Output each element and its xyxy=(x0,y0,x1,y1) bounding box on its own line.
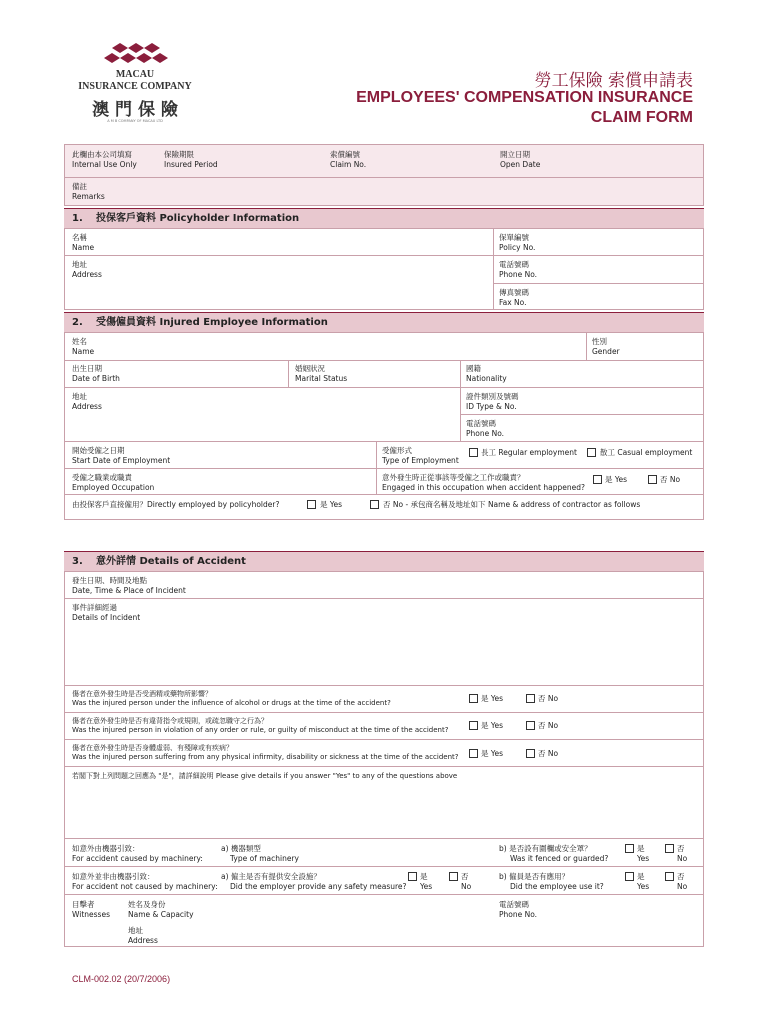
casual-checkbox[interactable] xyxy=(587,448,596,457)
ph-name-field[interactable]: 名稱 Name xyxy=(72,233,95,252)
ph-fax-field[interactable]: 傳真號碼 Fax No. xyxy=(499,288,529,307)
casual-label: 散工 Casual employment xyxy=(600,448,693,457)
section-3-header: 3. 意外詳情 Details of Accident xyxy=(64,551,704,571)
section-3-title: 意外詳情 Details of Accident xyxy=(96,556,246,567)
ph-phone-field[interactable]: 電話號碼 Phone No. xyxy=(499,260,538,279)
date-place-field[interactable]: 發生日期、時間及地點 Date, Time & Place of Incident xyxy=(72,576,186,595)
q3-no-checkbox[interactable] xyxy=(526,749,535,758)
witness-name-field[interactable]: 姓名及身份 Name & Capacity xyxy=(128,900,194,919)
occupation-field[interactable]: 受僱之職業或職責 Employed Occupation xyxy=(72,473,155,492)
q3-yes-checkbox[interactable] xyxy=(469,749,478,758)
please-explain-field[interactable]: 若閣下對上列問題之回應為 "是"，請詳細說明 Please give details if you answer "Yes" to any of the questions above xyxy=(72,772,458,780)
safety-yes-label: 是 Yes xyxy=(420,872,433,891)
incident-details-field[interactable]: 事件詳細經過 Details of Incident xyxy=(72,603,141,622)
emp-marital-field[interactable]: 婚姻狀況 Marital Status xyxy=(295,364,348,383)
q3-text: 傷者在意外發生時是否身體虛弱、有殘障或有疾病？ Was the injured person suffering from any physical infirmity, disability or sickness at the time of the accident? xyxy=(72,744,459,761)
title-chinese: 勞工保險 索償申請表 xyxy=(534,71,693,91)
q2-no-checkbox[interactable] xyxy=(526,721,535,730)
form-code: CLM-002.02 (20/7/2006) xyxy=(72,974,171,984)
machinery-label: 如意外由機器引致： For accident caused by machinery: xyxy=(72,844,203,863)
section-2-title: 受傷僱員資料 Injured Employee Information xyxy=(96,317,328,328)
logo-line2: INSURANCE COMPANY xyxy=(78,81,192,92)
internal-label: 此欄由本公司填寫 Internal Use Only xyxy=(72,150,137,169)
emp-address-field[interactable]: 地址 Address xyxy=(72,392,102,411)
remarks-field[interactable]: 備註 Remarks xyxy=(72,182,105,201)
engaged-yes-checkbox[interactable] xyxy=(593,475,602,484)
office-use-box xyxy=(64,144,704,206)
safety-no-checkbox[interactable] xyxy=(449,872,458,881)
company-logo xyxy=(72,38,202,128)
logo-chinese: 澳 門 保 險 xyxy=(92,100,178,120)
start-date-field[interactable]: 開始受僱之日期 Start Date of Employment xyxy=(72,446,171,465)
q2-yes-label: 是 Yes xyxy=(481,721,503,730)
section-1-box xyxy=(64,228,704,310)
employment-type-label: 受僱形式 Type of Employment xyxy=(382,446,459,465)
q1-no-checkbox[interactable] xyxy=(526,694,535,703)
direct-no-checkbox[interactable] xyxy=(370,500,379,509)
safety-no-label: 否 No xyxy=(461,872,472,891)
used-no-label: 否 No xyxy=(677,872,688,891)
q2-text: 傷者在意外發生時是否有違背指令或規則，或疏忽職守之行為？ Was the injured person in violation of any order or rule, or guilty of misconduct at the time of the accident? xyxy=(72,717,449,734)
logo-line1: MACAU xyxy=(115,69,155,80)
emp-phone-field[interactable]: 電話號碼 Phone No. xyxy=(466,419,505,438)
q1-text: 傷者在意外發生時是否受酒精或藥物所影響？ Was the injured person under the influence of alcohol or drugs at the time of the accident? xyxy=(72,690,391,707)
regular-checkbox[interactable] xyxy=(469,448,478,457)
direct-question: 由投保客戶直接僱用？Directly employed by policyholder? xyxy=(72,500,280,509)
direct-yes-label: 是 Yes xyxy=(320,500,342,509)
engaged-question: 意外發生時正從事該等受僱之工作或職責？ Engaged in this occupation when accident happened? xyxy=(382,473,585,492)
title-line1: EMPLOYEES' COMPENSATION INSURANCE xyxy=(356,89,693,106)
emp-name-field[interactable]: 姓名 Name xyxy=(72,337,95,356)
fenced-no-label: 否 No xyxy=(677,844,688,863)
insured-period-field[interactable]: 保險期限 Insured Period xyxy=(164,150,218,169)
regular-label: 長工 Regular employment xyxy=(481,448,577,457)
logo-tiny: A M B COMPANY OF MACAU LTD xyxy=(107,119,163,123)
fenced-question: b) 是否設有圍欄或安全罩？ Was it fenced or guarded? xyxy=(499,844,609,863)
section-2-header: 2. 受傷僱員資料 Injured Employee Information xyxy=(64,312,704,332)
q3-yes-label: 是 Yes xyxy=(481,749,503,758)
used-no-checkbox[interactable] xyxy=(665,872,674,881)
engaged-yes-label: 是 Yes xyxy=(605,475,627,484)
fenced-yes-checkbox[interactable] xyxy=(625,844,634,853)
witness-address-field[interactable]: 地址 Address xyxy=(128,926,158,945)
non-machinery-label: 如意外並非由機器引致： For accident not caused by machinery: xyxy=(72,872,218,891)
engaged-no-checkbox[interactable] xyxy=(648,475,657,484)
emp-gender-field[interactable]: 性別 Gender xyxy=(592,337,620,356)
direct-no-label: 否 No - 承包商名稱及地址如下 Name & address of contractor as follows xyxy=(383,500,641,509)
open-date-field[interactable]: 開立日期 Open Date xyxy=(500,150,541,169)
emp-nationality-field[interactable]: 國籍 Nationality xyxy=(466,364,507,383)
title-line2: CLAIM FORM xyxy=(590,109,693,126)
engaged-no-label: 否 No xyxy=(660,475,681,484)
machine-type-field[interactable]: a) 機器類型 Type of machinery xyxy=(221,844,299,863)
section-1-title: 投保客戶資料 Policyholder Information xyxy=(96,213,300,224)
fenced-yes-label: 是 Yes xyxy=(637,844,650,863)
logo-mark-icon xyxy=(82,38,202,68)
used-question: b) 僱員是否有應用？ Did the employee use it? xyxy=(499,872,604,891)
claim-no-field[interactable]: 索償編號 Claim No. xyxy=(330,150,367,169)
ph-address-field[interactable]: 地址 Address xyxy=(72,260,102,279)
ph-policy-field[interactable]: 保單編號 Policy No. xyxy=(499,233,536,252)
emp-dob-field[interactable]: 出生日期 Date of Birth xyxy=(72,364,120,383)
used-yes-checkbox[interactable] xyxy=(625,872,634,881)
safety-yes-checkbox[interactable] xyxy=(408,872,417,881)
q3-no-label: 否 No xyxy=(538,749,559,758)
direct-yes-checkbox[interactable] xyxy=(307,500,316,509)
witnesses-label: 目擊者 Witnesses xyxy=(72,900,110,919)
fenced-no-checkbox[interactable] xyxy=(665,844,674,853)
q1-no-label: 否 No xyxy=(538,694,559,703)
safety-question: a) 僱主是否有提供安全設施？ Did the employer provide any safety measure? xyxy=(221,872,407,891)
q1-yes-label: 是 Yes xyxy=(481,694,503,703)
emp-id-field[interactable]: 證件類別及號碼 ID Type & No. xyxy=(466,392,519,411)
witness-phone-field[interactable]: 電話號碼 Phone No. xyxy=(499,900,538,919)
used-yes-label: 是 Yes xyxy=(637,872,650,891)
q1-yes-checkbox[interactable] xyxy=(469,694,478,703)
section-1-header: 1. 投保客戶資料 Policyholder Information xyxy=(64,208,704,228)
q2-yes-checkbox[interactable] xyxy=(469,721,478,730)
q2-no-label: 否 No xyxy=(538,721,559,730)
